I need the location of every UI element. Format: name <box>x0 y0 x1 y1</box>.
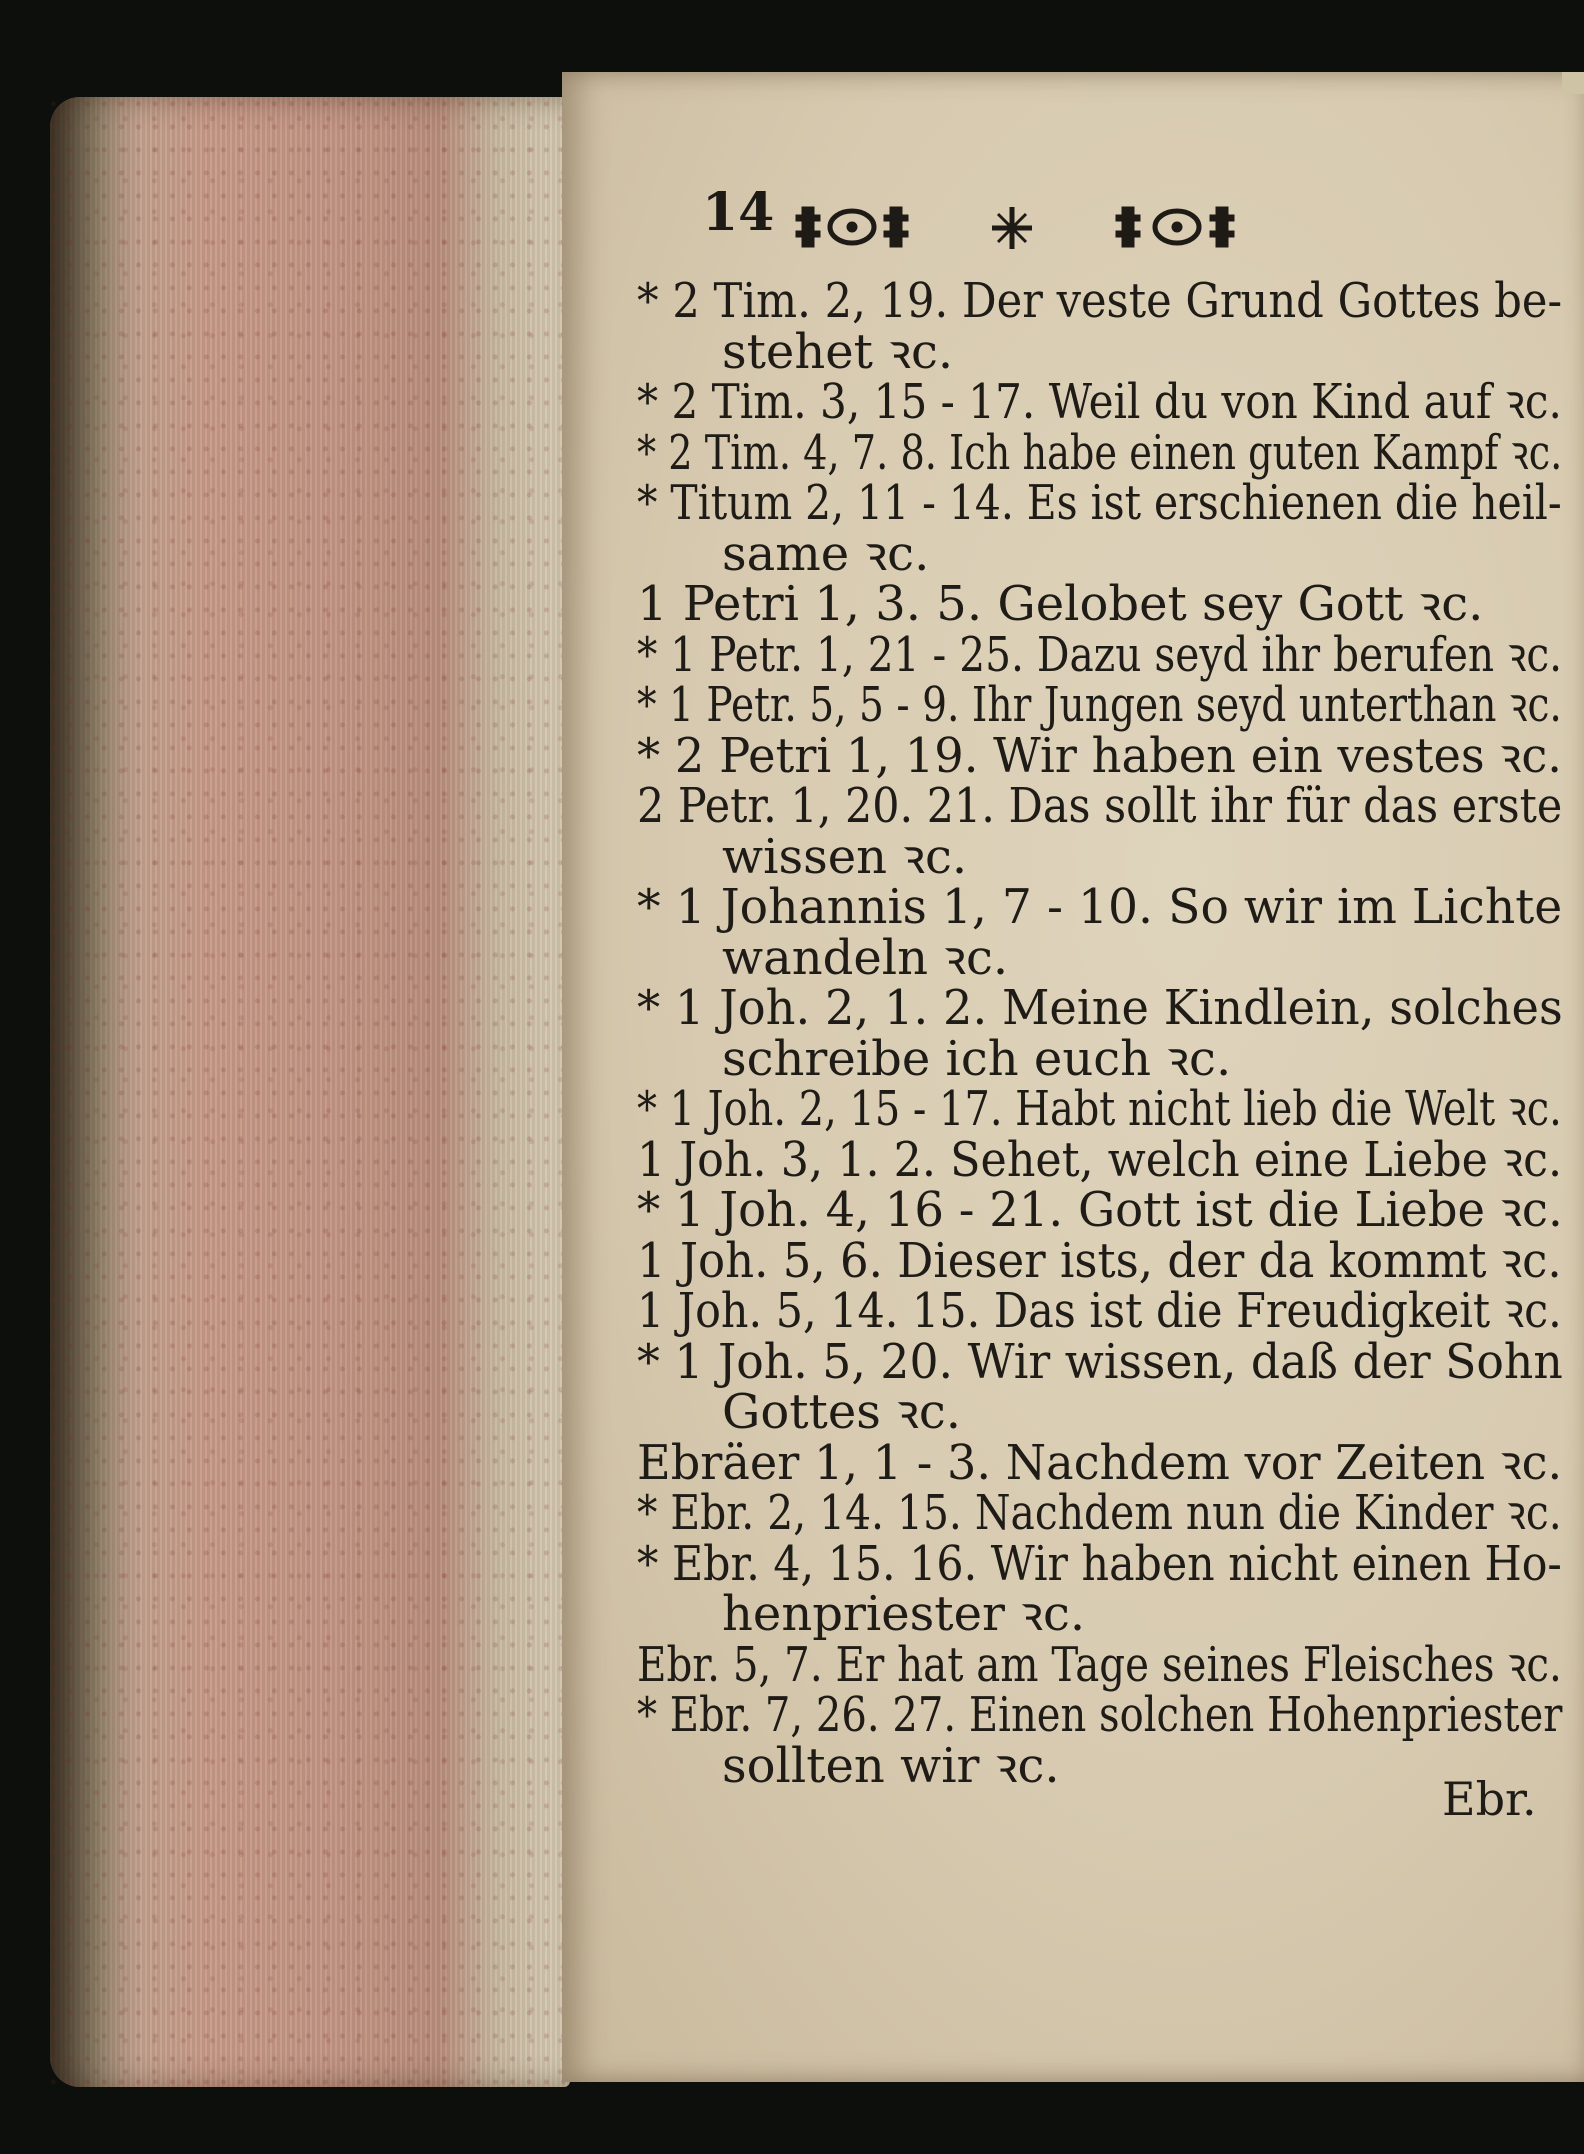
catch-word: Ebr. <box>1442 1772 1537 1826</box>
floral-ornament-left-icon <box>796 207 908 247</box>
text-line: * 1 Petr. 5, 5 - 9. Ihr Jungen seyd unterthan ꝛc. <box>637 677 1562 733</box>
text-line: sollten wir ꝛc. <box>722 1737 1060 1794</box>
text-line: wissen ꝛc. <box>722 828 968 885</box>
text-line: same ꝛc. <box>722 525 930 582</box>
page-top-tab <box>1562 72 1584 94</box>
text-line: Gottes ꝛc. <box>722 1384 962 1440</box>
text-line: 1 Joh. 5, 14. 15. Das ist die Freudigkeit ꝛc. <box>637 1283 1562 1339</box>
text-line: * 2 Tim. 3, 15 - 17. Weil du von Kind auf ꝛc. <box>637 374 1562 430</box>
text-line: wandeln ꝛc. <box>722 929 1009 986</box>
text-line: * 1 Joh. 5, 20. Wir wissen, daß der Sohn <box>637 1333 1563 1390</box>
text-line: * 2 Tim. 2, 19. Der veste Grund Gottes be- <box>637 273 1563 329</box>
text-line: * 1 Joh. 2, 1. 2. Meine Kindlein, solches <box>637 980 1563 1036</box>
text-line: henpriester ꝛc. <box>722 1586 1086 1642</box>
header-ornament <box>792 187 1352 262</box>
star-ornament-icon <box>992 207 1032 249</box>
text-line: * 2 Tim. 4, 7. 8. Ich habe einen guten Kampf ꝛc. <box>637 424 1563 481</box>
edge-speckle <box>50 97 570 2087</box>
text-line: Ebr. 5, 7. Er hat am Tage seines Fleisches ꝛc. <box>637 1636 1562 1693</box>
text-line: stehet ꝛc. <box>722 323 954 380</box>
floral-ornament-right-icon <box>1116 207 1234 247</box>
text-line: * 1 Johannis 1, 7 - 10. So wir im Lichte <box>637 879 1563 935</box>
text-line: * 1 Joh. 4, 16 - 21. Gott ist die Liebe ꝛc. <box>637 1182 1563 1238</box>
page-number: 14 <box>702 182 775 243</box>
text-line: 2 Petr. 1, 20. 21. Das sollt ihr für das erste <box>637 778 1563 834</box>
page-edges <box>50 97 570 2087</box>
text-line: 1 Joh. 5, 6. Dieser ists, der da kommt ꝛc. <box>637 1232 1562 1289</box>
text-line: * 2 Petri 1, 19. Wir haben ein vestes ꝛc. <box>637 727 1562 784</box>
text-line: * Ebr. 4, 15. 16. Wir haben nicht einen Ho- <box>637 1535 1562 1592</box>
text-line: schreibe ich euch ꝛc. <box>722 1030 1232 1087</box>
text-line: 1 Petri 1, 3. 5. Gelobet sey Gott ꝛc. <box>637 576 1484 632</box>
text-line: * 1 Joh. 2, 15 - 17. Habt nicht lieb die Welt ꝛc. <box>637 1081 1562 1137</box>
text-line: * 1 Petr. 1, 21 - 25. Dazu seyd ihr berufen ꝛc. <box>637 626 1563 683</box>
book <box>50 62 1584 2142</box>
text-line: * Ebr. 7, 26. 27. Einen solchen Hohenpriester <box>637 1687 1563 1743</box>
page <box>562 72 1584 2082</box>
text-line: * Ebr. 2, 14. 15. Nachdem nun die Kinder ꝛc. <box>637 1485 1562 1541</box>
text-line: 1 Joh. 3, 1. 2. Sehet, welch eine Liebe ꝛc. <box>637 1131 1563 1188</box>
text-line: Ebräer 1, 1 - 3. Nachdem vor Zeiten ꝛc. <box>637 1434 1563 1491</box>
text-line: * Titum 2, 11 - 14. Es ist erschienen die heil- <box>637 475 1562 531</box>
